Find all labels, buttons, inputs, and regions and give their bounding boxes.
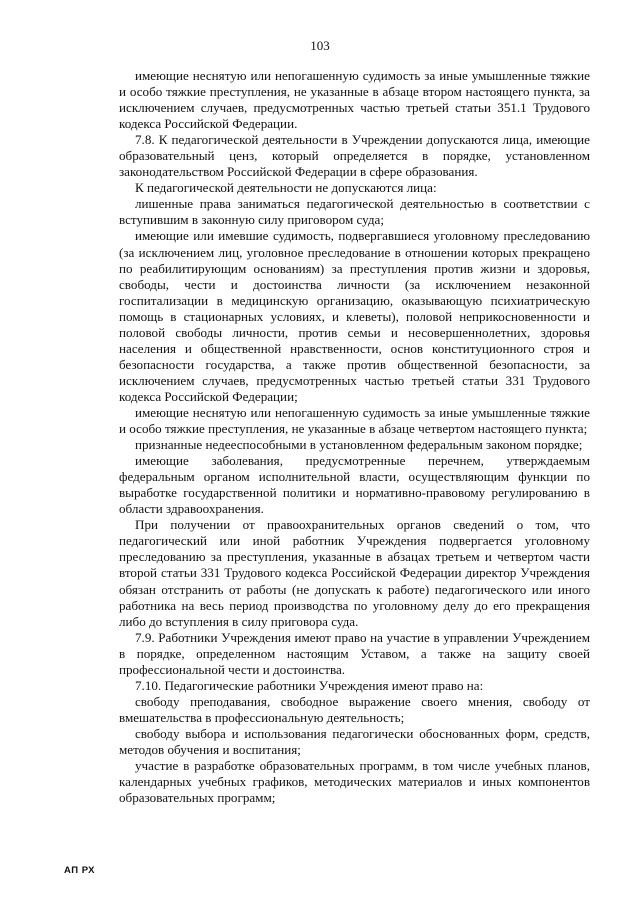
paragraph: имеющие заболевания, предусмотренные перечнем, утверждаемым федеральным органом исполнительной власти, осуществляющим функции по выработке государственной политики и нормативно-правовому регулированию в области здравоохранения. [119, 453, 590, 517]
paragraph: свободу преподавания, свободное выражение своего мнения, свободу от вмешательства в профессиональную деятельность; [119, 693, 590, 725]
paragraph: имеющие или имевшие судимость, подвергавшиеся уголовному преследованию (за исключением лиц, уголовное преследование в отношении которых прекращено по реабилитирующим основаниям) за преступления против жизни и здоровья, свободы, чести и достоинства личности (за исключением незаконной госпитализации в медицинскую организацию, оказывающую психиатрическую помощь в стационарных условиях, и клеветы), половой неприкосновенности и половой свободы личности, против семьи и несовершеннолетних, здоровья населения и общественной нравственности, основ конституционного строя и безопасности государства, а также против общественной безопасности, за исключением случаев, предусмотренных частью третьей статьи 331 Трудового кодекса Российской Федерации; [119, 228, 590, 404]
paragraph: лишенные права заниматься педагогической деятельностью в соответствии с вступившим в законную силу приговором суда; [119, 196, 590, 228]
paragraph: 7.8. К педагогической деятельности в Учреждении допускаются лица, имеющие образовательный ценз, который определяется в порядке, установленном законодательством Российской Федерации в сфере образования. [119, 132, 590, 180]
paragraph: 7.9. Работники Учреждения имеют право на участие в управлении Учреждением в порядке, определенном настоящим Уставом, а также на защиту своей профессиональной чести и достоинства. [119, 629, 590, 677]
footer-mark: АП РХ [64, 865, 96, 876]
document-body [119, 68, 590, 806]
paragraph: свободу выбора и использования педагогически обоснованных форм, средств, методов обучения и воспитания; [119, 725, 590, 757]
page-number: 103 [310, 38, 330, 53]
paragraph: признанные недееспособными в установленном федеральным законом порядке; [135, 437, 583, 453]
paragraph: 7.10. Педагогические работники Учреждения имеют право на: [135, 677, 484, 693]
paragraph: имеющие неснятую или непогашенную судимость за иные умышленные тяжкие и особо тяжкие преступления, не указанные в абзаце четвертом настоящего пункта; [119, 404, 590, 437]
paragraph: К педагогической деятельности не допускаются лица: [135, 180, 437, 196]
paragraph: При получении от правоохранительных органов сведений о том, что педагогический или иной работник Учреждения подвергается уголовному преследованию за преступления, указанные в абзацах третьем и четвертом части второй статьи 331 Трудового кодекса Российской Федерации директор Учреждения обязан отстранить от работы (не допускать к работе) педагогического или иного работника на весь период производства по уголовному делу до его прекращения либо до вступления в силу приговора суда. [119, 517, 590, 629]
paragraph: участие в разработке образовательных программ, в том числе учебных планов, календарных учебных графиков, методических материалов и иных компонентов образовательных программ; [119, 758, 590, 806]
paragraph: имеющие неснятую или непогашенную судимость за иные умышленные тяжкие и особо тяжкие преступления, не указанные в абзаце втором настоящего пункта, за исключением случаев, предусмотренных частью третьей статьи 351.1 Трудового кодекса Российской Федерации. [119, 68, 590, 132]
